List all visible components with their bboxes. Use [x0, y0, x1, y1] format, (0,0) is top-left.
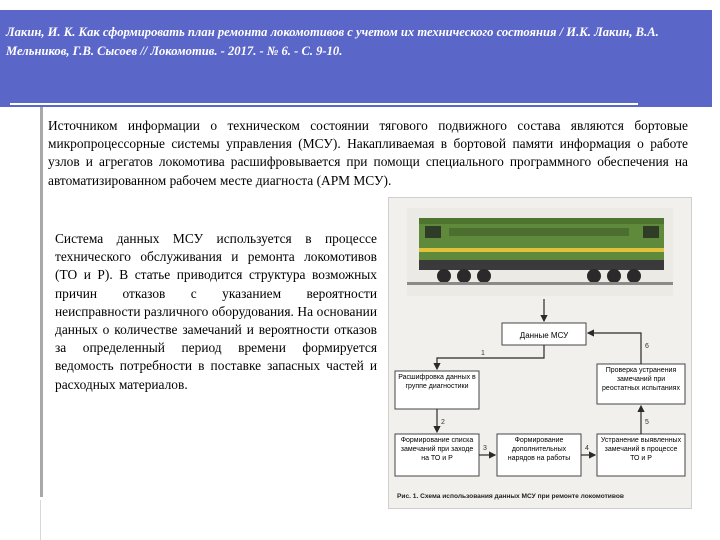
box-form-extra-label: Формирование дополнительных нарядов на работы	[507, 437, 571, 462]
paragraph-intro: Источником информации о техническом состоянии тягового подвижного состава являются бортовые микропроцессорные системы управления (МСУ). Накапливаемая в бортовой памяти информация о работе узлов и агрегатов локомотива расшифровывается при помощи специального программного обеспечения на автоматизированном рабочем месте диагноста (АРМ МСУ).	[48, 118, 688, 188]
banner-divider	[10, 103, 638, 105]
arrow-1	[437, 345, 544, 369]
box-msu-data-label: Данные МСУ	[519, 331, 569, 340]
paragraph-msu-system: Система данных МСУ используется в процессе технического обслуживания и ремонта локомотивов (ТО и Р). В статье приводится структура возможных причин отказов с указанием вероятности неисправности различного оборудования. На основании данных о количестве замечаний и вероятности отказов за определенный период времени формируется ведомость потребности в поставке запасных частей и расходных материалов.	[55, 231, 377, 392]
scheme-diagram	[389, 198, 691, 508]
step-5: 5	[645, 419, 649, 426]
box-check-label: Проверка устранения замечаний при реостатных испытаниях	[602, 367, 680, 392]
figure-msu-scheme	[388, 197, 692, 509]
box-fix-label: Устранение выявленных замечаний в процессе ТО и Р	[600, 437, 682, 462]
left-margin-line	[40, 107, 43, 497]
step-6: 6	[645, 343, 649, 350]
box-decode-label: Расшифровка данных в группе диагностики	[398, 374, 476, 390]
locomotive-image	[407, 208, 673, 296]
title-banner	[0, 10, 712, 107]
box-form-list-label: Формирование списка замечаний при заходе на ТО и Р	[400, 437, 474, 462]
arrow-6	[588, 333, 641, 364]
step-1: 1	[481, 350, 485, 357]
step-2: 2	[441, 419, 445, 426]
citation-title: Лакин, И. К. Как сформировать план ремонта локомотивов с учетом их технического состояния / И.К. Лакин, В.А. Мельников, Г.В. Сысоев // Локомотив. - 2017. - № 6. - С. 9-10.	[6, 25, 659, 58]
step-3: 3	[483, 445, 487, 452]
step-4: 4	[585, 445, 589, 452]
figure-caption: Рис. 1. Схема использования данных МСУ при ремонте локомотивов	[397, 493, 624, 500]
left-margin-line-lower	[40, 500, 41, 540]
